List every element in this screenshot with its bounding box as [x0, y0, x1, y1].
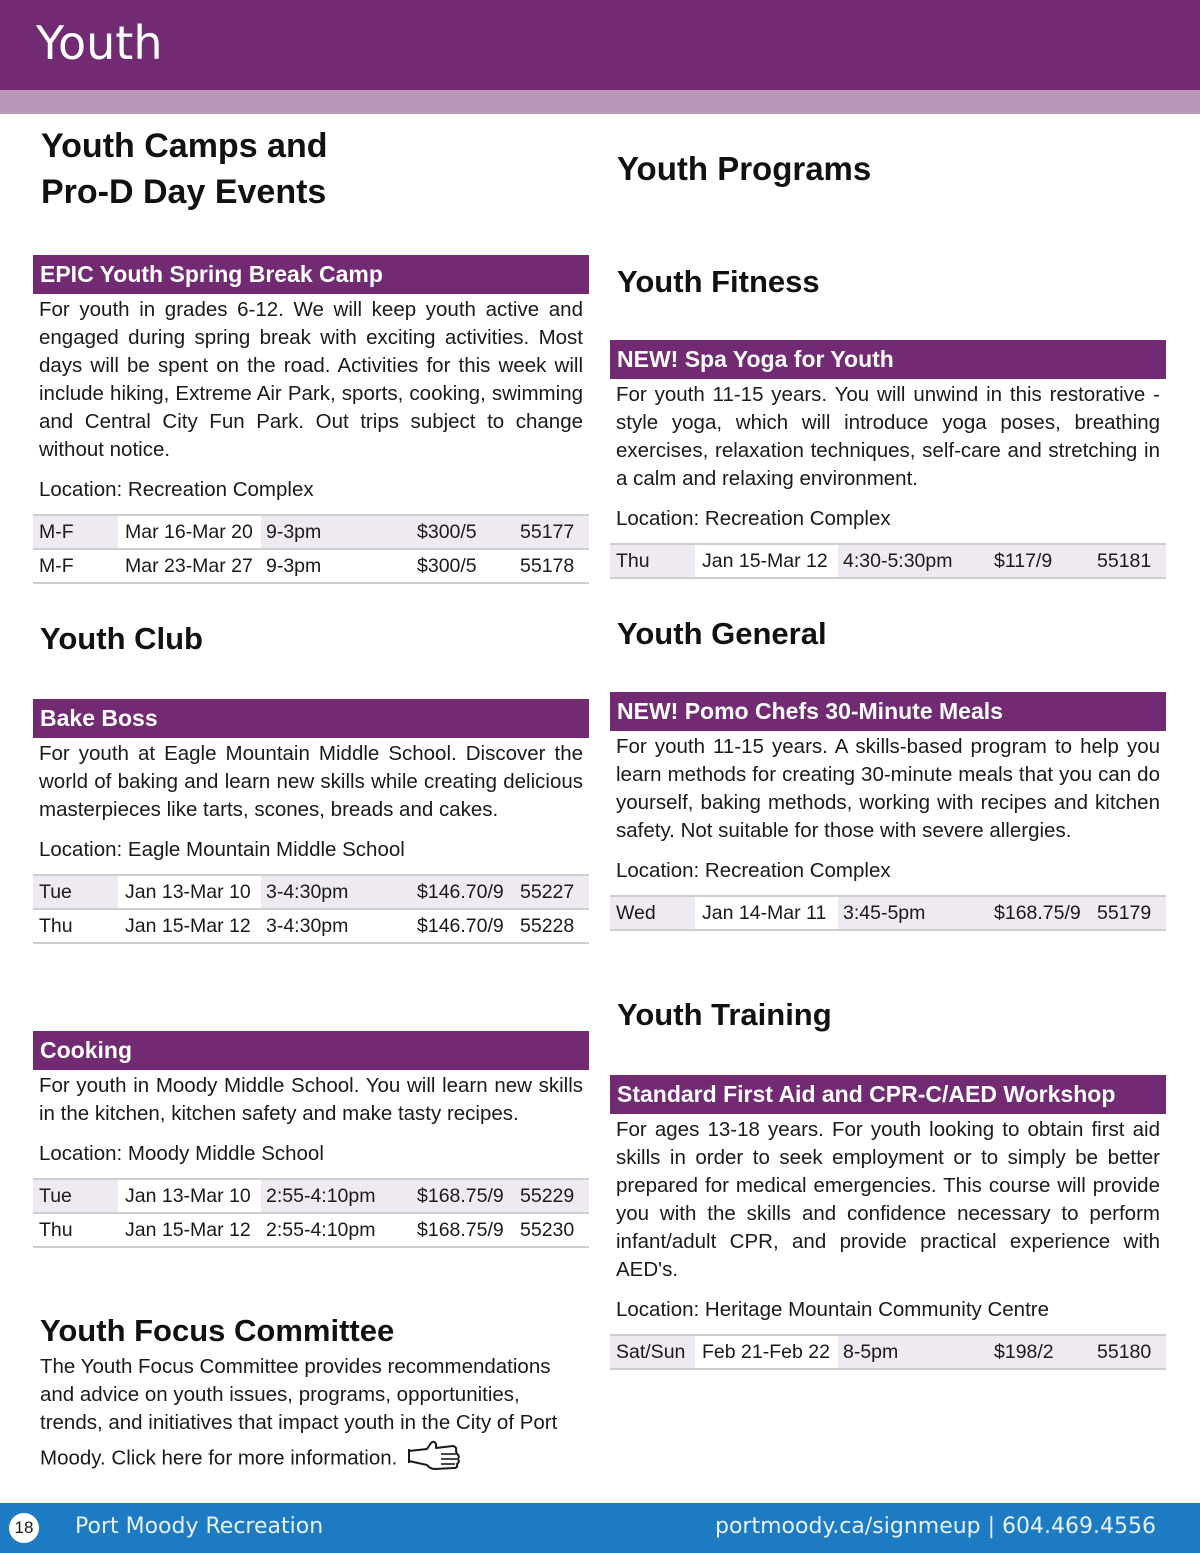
program-pomo-chefs — [610, 692, 1166, 931]
cell-time: 2:55-4:10pm — [266, 1185, 376, 1207]
focus-heading: Youth Focus Committee — [40, 1313, 395, 1348]
pointing-hand-icon[interactable] — [405, 1437, 463, 1481]
page-title: Youth — [36, 16, 163, 70]
schedule-table — [33, 1178, 589, 1248]
cell-day: Thu — [39, 1219, 73, 1241]
cell-time: 8-5pm — [843, 1341, 899, 1363]
cell-day: Thu — [616, 550, 650, 572]
program-first-aid — [610, 1075, 1166, 1370]
cell-price: $168.75/9 — [994, 902, 1081, 924]
cell-time: 2:55-4:10pm — [266, 1219, 376, 1241]
cell-code: 55227 — [520, 881, 575, 903]
cell-price: $168.75/9 — [417, 1185, 504, 1207]
program-title: NEW! Pomo Chefs 30-Minute Meals — [610, 692, 1166, 731]
cell-day: Wed — [616, 902, 656, 924]
program-description: For ages 13-18 years. For youth looking to obtain first aid skills in order to seek employment or to simply be better prepared for medical emergencies. This course will provide you with the skills and confidence necessary to perform infant/adult CPR, and provide practical experience with AED's. — [616, 1118, 1160, 1281]
cell-dates: Jan 15-Mar 12 — [118, 1214, 261, 1246]
program-title: Standard First Aid and CPR-C/AED Workshop — [610, 1075, 1166, 1114]
cell-price: $146.70/9 — [417, 915, 504, 937]
cell-dates: Jan 13-Mar 10 — [118, 1180, 261, 1212]
cell-day: Sat/Sun — [616, 1341, 686, 1363]
table-row[interactable] — [610, 1336, 1166, 1370]
camps-heading — [41, 123, 328, 215]
program-location: Location: Recreation Complex — [616, 507, 891, 530]
cell-dates: Mar 23-Mar 27 — [118, 550, 261, 582]
program-epic-camp — [33, 255, 589, 584]
cell-day: Tue — [39, 1185, 72, 1207]
program-description: For youth 11-15 years. A skills-based program to help you learn methods for creating 30-minute meals that you can do yourself, baking methods, working with recipes and kitchen safety. Not suitable for those with severe allergies. — [616, 735, 1160, 842]
header-banner — [0, 0, 1200, 90]
cell-price: $198/2 — [994, 1341, 1054, 1363]
program-title: Bake Boss — [33, 699, 589, 738]
footer-contact-link[interactable]: portmoody.ca/signmeup | 604.469.4556 — [715, 1514, 1156, 1539]
cell-code: 55229 — [520, 1185, 575, 1207]
table-row[interactable] — [33, 876, 589, 910]
cell-day: M-F — [39, 555, 74, 577]
camps-heading-line2: Pro-D Day Events — [41, 173, 327, 211]
cell-time: 9-3pm — [266, 521, 322, 543]
footer-organization: Port Moody Recreation — [75, 1514, 324, 1539]
general-heading: Youth General — [617, 616, 827, 651]
cell-code: 55178 — [520, 555, 575, 577]
schedule-table — [610, 895, 1166, 931]
training-heading: Youth Training — [617, 997, 832, 1032]
table-row[interactable] — [33, 910, 589, 944]
fitness-heading: Youth Fitness — [617, 264, 820, 299]
table-row[interactable] — [33, 1214, 589, 1248]
cell-code: 55180 — [1097, 1341, 1152, 1363]
cell-code: 55179 — [1097, 902, 1152, 924]
page-number: 18 — [9, 1513, 39, 1543]
cell-time: 3-4:30pm — [266, 881, 349, 903]
cell-day: M-F — [39, 521, 74, 543]
cell-time: 3-4:30pm — [266, 915, 349, 937]
cell-code: 55230 — [520, 1219, 575, 1241]
table-row[interactable] — [33, 1180, 589, 1214]
cell-day: Thu — [39, 915, 73, 937]
cell-price: $300/5 — [417, 521, 477, 543]
club-heading: Youth Club — [40, 621, 203, 656]
program-bake-boss — [33, 699, 589, 944]
cell-code: 55181 — [1097, 550, 1152, 572]
cell-time: 3:45-5pm — [843, 902, 926, 924]
cell-code: 55177 — [520, 521, 575, 543]
cell-dates: Mar 16-Mar 20 — [118, 516, 261, 548]
cell-price: $300/5 — [417, 555, 477, 577]
program-location: Location: Heritage Mountain Community Centre — [616, 1298, 1049, 1321]
program-spa-yoga — [610, 340, 1166, 579]
program-cooking — [33, 1031, 589, 1248]
schedule-table — [33, 874, 589, 944]
program-location: Location: Recreation Complex — [39, 478, 314, 501]
program-title: NEW! Spa Yoga for Youth — [610, 340, 1166, 379]
cell-time: 9-3pm — [266, 555, 322, 577]
focus-text: The Youth Focus Committee provides recommendations and advice on youth issues, programs, opportunities, trends, and initiatives that impact youth in the City of Port Moody. Click here for more information. — [40, 1355, 558, 1470]
cell-dates: Jan 15-Mar 12 — [118, 910, 261, 942]
program-title: EPIC Youth Spring Break Camp — [33, 255, 589, 294]
program-description: For youth in Moody Middle School. You will learn new skills in the kitchen, kitchen safety and make tasty recipes. — [39, 1074, 583, 1125]
cell-dates: Jan 13-Mar 10 — [118, 876, 261, 908]
camps-heading-line1: Youth Camps and — [41, 127, 328, 165]
program-title: Cooking — [33, 1031, 589, 1070]
cell-time: 4:30-5:30pm — [843, 550, 953, 572]
table-row[interactable] — [610, 897, 1166, 931]
table-row[interactable] — [33, 516, 589, 550]
program-description: For youth 11-15 years. You will unwind in this restorative -style yoga, which will introduce yoga poses, breathing exercises, relaxation techniques, self-care and stretching in a calm and relaxing environment. — [616, 383, 1160, 490]
cell-dates: Jan 15-Mar 12 — [695, 545, 838, 577]
cell-dates: Jan 14-Mar 11 — [695, 897, 838, 929]
cell-price: $168.75/9 — [417, 1219, 504, 1241]
program-location: Location: Moody Middle School — [39, 1142, 324, 1165]
schedule-table — [33, 514, 589, 584]
program-description: For youth in grades 6-12. We will keep youth active and engaged during spring break with exciting activities. Most days will be spent on the road. Activities for this week will include hiking, Extreme Air Park, sports, cooking, swimming and Central City Fun Park. Out trips subject to change without notice. — [39, 298, 583, 461]
cell-day: Tue — [39, 881, 72, 903]
cell-price: $146.70/9 — [417, 881, 504, 903]
focus-committee-text[interactable] — [40, 1353, 585, 1481]
schedule-table — [610, 543, 1166, 579]
program-description: For youth at Eagle Mountain Middle School. Discover the world of baking and learn new skills while creating delicious masterpieces like tarts, scones, breads and cakes. — [39, 742, 583, 821]
cell-code: 55228 — [520, 915, 575, 937]
cell-price: $117/9 — [994, 550, 1053, 572]
header-strip — [0, 90, 1200, 114]
schedule-table — [610, 1334, 1166, 1370]
programs-heading: Youth Programs — [617, 150, 872, 187]
cell-dates: Feb 21-Feb 22 — [695, 1336, 838, 1368]
table-row[interactable] — [33, 550, 589, 584]
program-location: Location: Recreation Complex — [616, 859, 891, 882]
table-row[interactable] — [610, 545, 1166, 579]
program-location: Location: Eagle Mountain Middle School — [39, 838, 405, 861]
